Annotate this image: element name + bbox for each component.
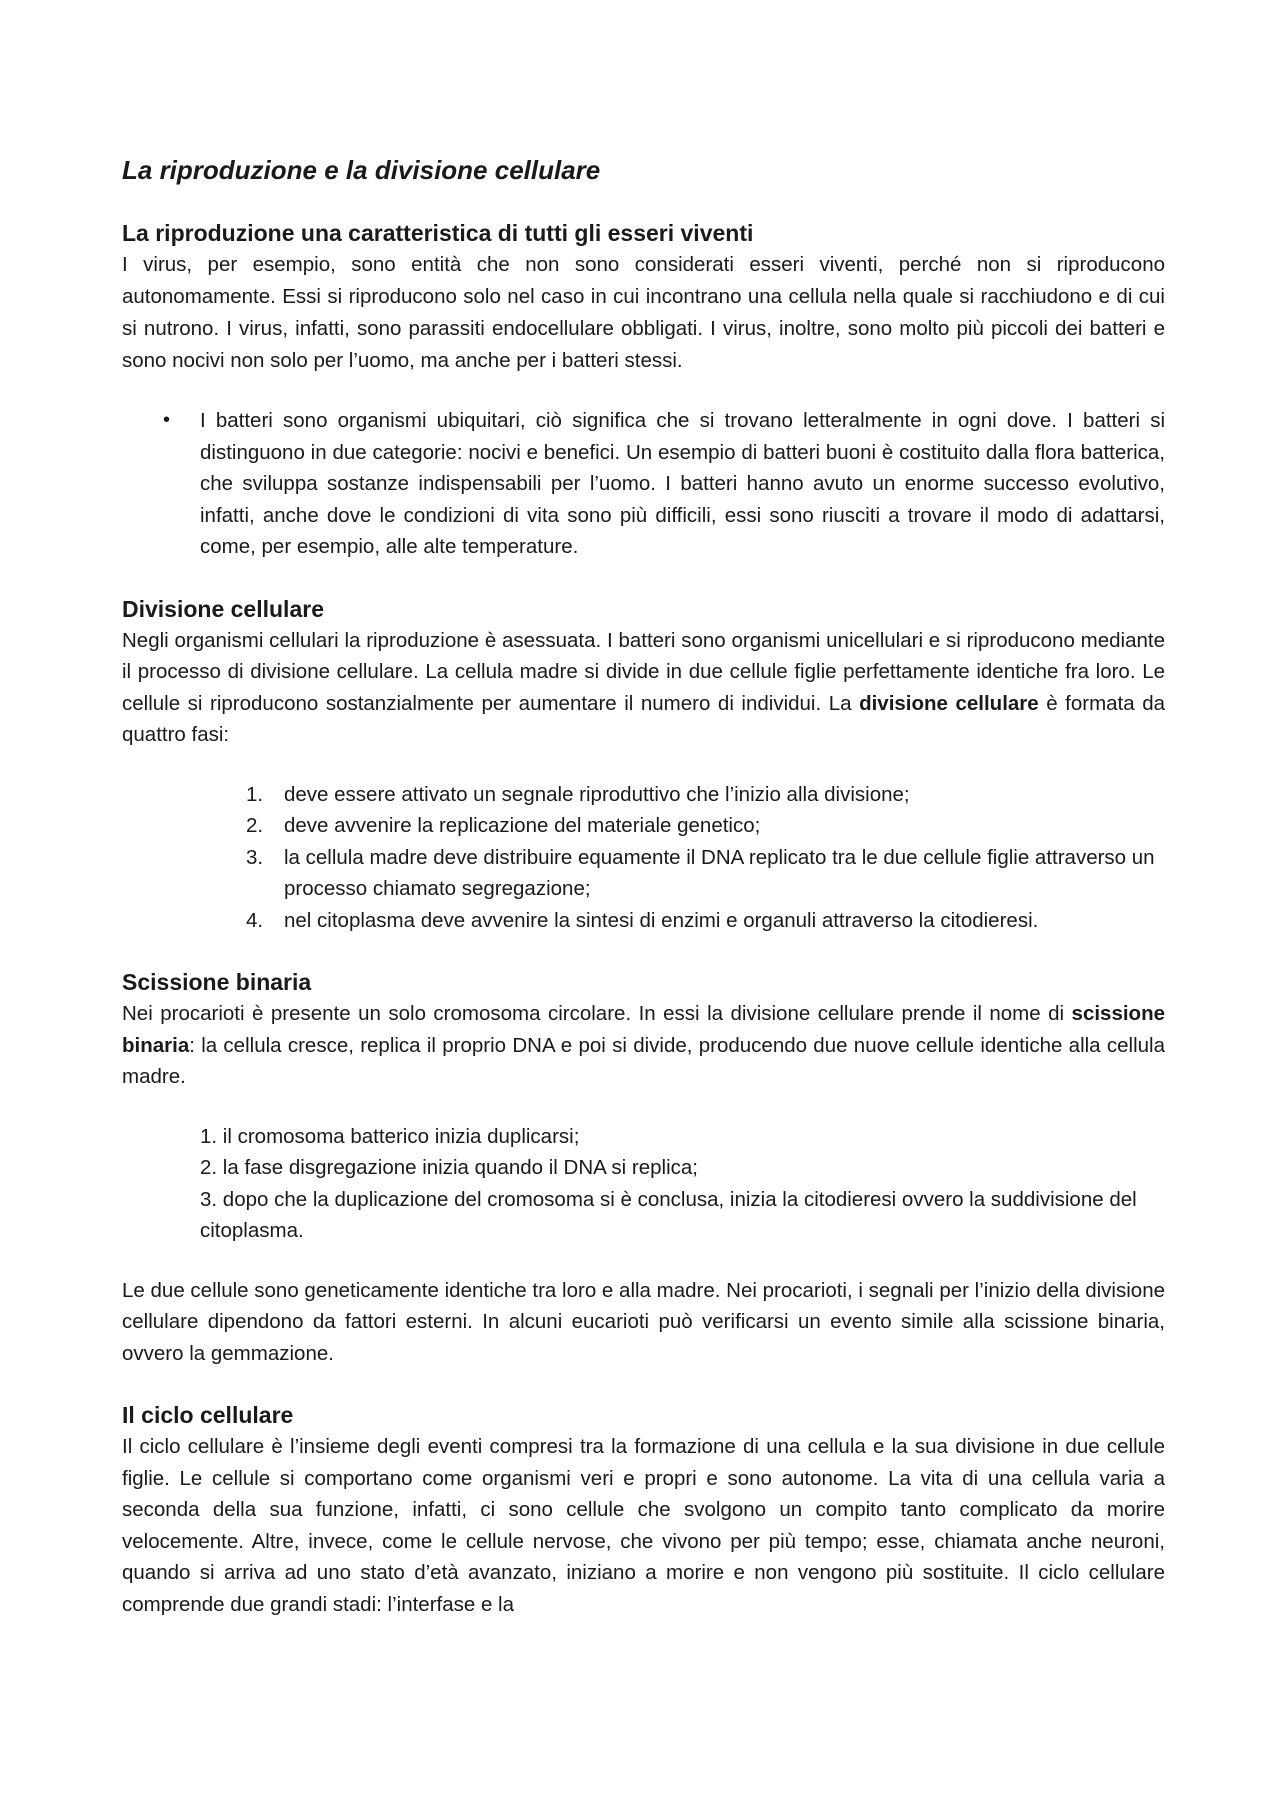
paragraph [122,998,1165,1093]
list-number: 3. [246,845,264,869]
section-ciclo-cellulare [122,1399,1165,1620]
bold-term: divisione cellulare [859,691,1039,715]
paragraph: I virus, per esempio, sono entità che non sono considerati esseri viventi, perché non si riproducono autonomamente. Essi si riproducono solo nel caso in cui incontrano una cellula nella quale si racchiudono e di cui si nutrono. I virus, infatti, sono parassiti endocellulare obbligati. I virus, inoltre, sono molto più piccoli dei batteri e sono nocivi non solo per l’uomo, ma anche per i batteri stessi. [122,253,1165,372]
section-scissione-binaria [122,966,1165,1369]
list-item [246,842,1165,905]
bullet-list [122,405,1165,563]
paragraph [122,625,1165,751]
paragraph-text: è formata da quattro fasi: [122,691,1166,746]
list-text: deve essere attivato un segnale riproduttivo che l’inizio alla divisione; [284,782,910,806]
paragraph-text: Nei procarioti è presente un solo cromosoma circolare. In essi la divisione cellulare prende il nome di [122,1002,1072,1025]
list-text: deve avvenire la replicazione del materiale genetico; [284,814,761,837]
list-text: nel citoplasma deve avvenire la sintesi di enzimi e organuli attraverso la citodieresi. [284,908,1039,932]
section-heading: Il ciclo cellulare [122,1402,294,1428]
step-list [122,1121,1165,1247]
list-text: la cellula madre deve distribuire equamente il DNA replicato tra le due cellule figlie attraverso un processo chiamato segregazione; [284,845,1155,900]
list-number: 2. [246,814,264,837]
section-heading: Scissione binaria [122,969,312,995]
paragraph-text: Negli organismi cellulari la riproduzione è asessuata. I batteri sono organismi unicellulari e si riproducono mediante il processo di divisione cellulare. La cellula madre si divide in due cellule figlie perfettamente identiche fra loro. Le cellule si riproducono sostanzialmente per aumentare il numero di individui. La [122,628,1165,715]
bullet-text: I batteri sono organismi ubiquitari, ciò significa che si trovano letteralmente in ogni dove. I batteri si distinguono in due categorie: nocivi e benefici. Un esempio di batteri buoni è costituito dalla flora batterica, che sviluppa sostanze indispensabili per l’uomo. I batteri hanno avuto un enorme successo evolutivo, infatti, anche dove le condizioni di vita sono più difficili, essi sono riusciti a trovare il modo di adattarsi, come, per esempio, alle alte temperature. [200,409,1165,558]
section-heading: Divisione cellulare [122,595,324,622]
numbered-list [122,779,1165,937]
section-riproduzione [122,217,1165,563]
bullet-item [163,405,1165,563]
section-heading: La riproduzione una caratteristica di tutti gli esseri viventi [122,220,754,246]
bold-term: scissione binaria [122,1002,1165,1057]
list-number: 1. [246,782,264,806]
paragraph: Il ciclo cellulare è l’insieme degli eventi compresi tra la formazione di una cellula e la sua divisione in due cellule figlie. Le cellule si comportano come organismi veri e propri e sono autonome. La vita di una cellula varia a seconda della sua funzione, infatti, ci sono cellule che svolgono un compito tanto complicato da morire velocemente. Altre, invece, come le cellule nervose, che vivono per più tempo; esse, chiamata anche neuroni, quando si arriva ad uno stato d’età avanzato, iniziano a morire e non vengono più sostituite. Il ciclo cellulare comprende due grandi stadi: l’interfase e la [122,1435,1165,1616]
list-item: 3. dopo che la duplicazione del cromosoma si è conclusa, inizia la citodieresi ovvero la suddivisione del citoplasma. [200,1187,1137,1242]
list-item [246,905,1165,937]
list-item [246,810,1165,842]
list-item: 2. la fase disgregazione inizia quando il DNA si replica; [200,1156,698,1179]
paragraph: Le due cellule sono geneticamente identiche tra loro e alla madre. Nei procarioti, i segnali per l’inizio della divisione cellulare dipendono da fattori esterni. In alcuni eucarioti può verificarsi un evento simile alla scissione binaria, ovvero la gemmazione. [122,1278,1165,1365]
list-number: 4. [246,908,264,932]
document-title: La riproduzione e la divisione cellulare [122,155,601,185]
paragraph-text: : la cellula cresce, replica il proprio DNA e poi si divide, producendo due nuove cellule identiche alla cellula madre. [122,1033,1165,1088]
list-item [246,779,1165,811]
bullet-icon: • [163,409,171,431]
document-body [122,150,1165,1620]
list-item: 1. il cromosoma batterico inizia duplicarsi; [200,1124,580,1148]
section-divisione-cellulare [122,593,1165,937]
